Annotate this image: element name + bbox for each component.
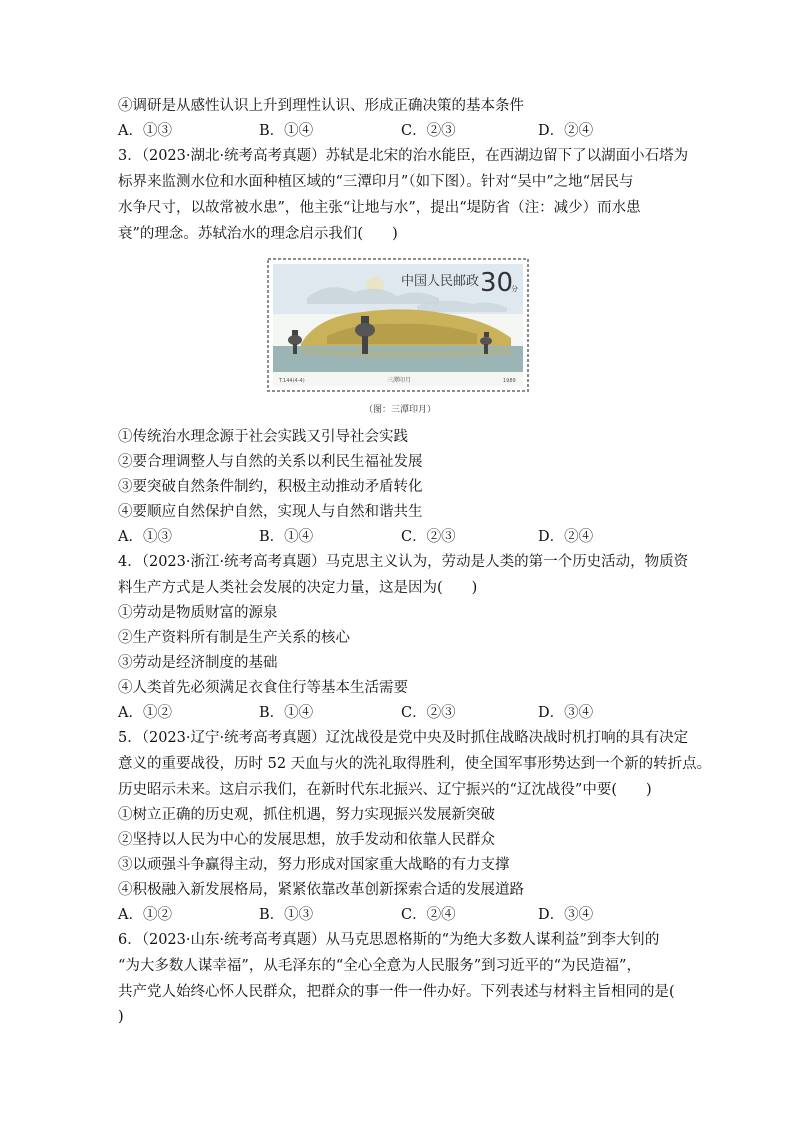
q6-stem-line-2: “为大多数人谋幸福”，从毛泽东的“全心全意为人民服务”到习近平的“为民造福”， bbox=[118, 958, 641, 974]
q3-option-a[interactable]: A．①③ bbox=[118, 529, 172, 545]
q3-stem-line-4: 衰”的理念。苏轼治水的理念启示我们( ) bbox=[118, 226, 398, 242]
stamp-value: 30 bbox=[480, 268, 514, 298]
q4-option-c[interactable]: C．②③ bbox=[401, 705, 456, 721]
q5-stem-line-2: 意义的重要战役，历时 52 天血与火的洗礼取得胜利，使全国军事形势达到一个新的转折点。 bbox=[118, 756, 712, 772]
q3-stem-line-1: 3．（2023·湖北·统考高考真题）苏轼是北宋的治水能臣，在西湖边留下了以湖面小石塔为 bbox=[118, 148, 689, 164]
q3-statement-3: ③要突破自然条件制约，积极主动推动矛盾转化 bbox=[118, 479, 423, 495]
q5-statement-4: ④积极融入新发展格局，紧紧依靠改革创新探索合适的发展道路 bbox=[118, 882, 524, 898]
q5-option-b[interactable]: B．①③ bbox=[259, 907, 314, 923]
stamp-unit: 分 bbox=[511, 285, 518, 293]
q3-statement-2: ②要合理调整人与自然的关系以利民生福祉发展 bbox=[118, 454, 423, 470]
q4-statement-1: ①劳动是物质财富的源泉 bbox=[118, 605, 278, 621]
q5-options bbox=[118, 905, 718, 925]
q4-option-b[interactable]: B．①④ bbox=[259, 705, 314, 721]
q4-option-a[interactable]: A．①② bbox=[118, 705, 172, 721]
q3-statement-1: ①传统治水理念源于社会实践又引导社会实践 bbox=[118, 429, 408, 445]
q6-stem-line-4: ) bbox=[118, 1009, 124, 1025]
q2-option-d[interactable]: D．②④ bbox=[538, 123, 594, 139]
q2-statement-4: ④调研是从感性认识上升到理性认识、形成正确决策的基本条件 bbox=[118, 98, 524, 114]
q3-statement-4: ④要顺应自然保护自然，实现人与自然和谐共生 bbox=[118, 504, 423, 520]
q2-option-b[interactable]: B．①④ bbox=[259, 123, 314, 139]
q3-stem-line-3: 水争尺寸，以故常被水患”，他主张“让地与水”，提出“堤防省（注：减少）而水患 bbox=[118, 200, 641, 216]
q6-stem-line-1: 6．（2023·山东·统考高考真题）从马克思恩格斯的“为绝大多数人谋利益”到李大钊的 bbox=[118, 932, 660, 948]
q4-statement-2: ②生产资料所有制是生产关系的核心 bbox=[118, 630, 350, 646]
q6-stem-line-3: 共产党人始终心怀人民群众，把群众的事一件一件办好。下列表述与材料主旨相同的是( bbox=[118, 984, 675, 1000]
q5-statement-2: ②坚持以人民为中心的发展思想，放手发动和依靠人民群众 bbox=[118, 832, 495, 848]
stamp-image bbox=[267, 258, 529, 392]
q3-option-b[interactable]: B．①④ bbox=[259, 529, 314, 545]
stamp-code: T.144(4-4) bbox=[279, 378, 305, 384]
stamp-year: 1989 bbox=[503, 378, 516, 384]
q3-options bbox=[118, 527, 718, 547]
q4-options bbox=[118, 703, 718, 723]
q3-option-d[interactable]: D．②④ bbox=[538, 529, 594, 545]
q4-stem-line-2: 料生产方式是人类社会发展的决定力量，这是因为( ) bbox=[118, 580, 478, 596]
q3-option-c[interactable]: C．②③ bbox=[401, 529, 456, 545]
q4-statement-4: ④人类首先必须满足衣食住行等基本生活需要 bbox=[118, 680, 408, 696]
figure-caption: （图：三潭印月） bbox=[363, 405, 436, 415]
stamp-title: 三潭印月 bbox=[387, 377, 412, 384]
stamp-country: 中国人民邮政 bbox=[401, 274, 480, 289]
q3-stem-line-2: 标界来监测水位和水面种植区域的“三潭印月”（如下图）。针对“吴中”之地“居民与 bbox=[118, 174, 634, 190]
q4-option-d[interactable]: D．③④ bbox=[538, 705, 594, 721]
q4-statement-3: ③劳动是经济制度的基础 bbox=[118, 655, 278, 671]
q4-stem-line-1: 4．（2023·浙江·统考高考真题）马克思主义认为，劳动是人类的第一个历史活动，物质资 bbox=[118, 554, 689, 570]
q5-option-d[interactable]: D．③④ bbox=[538, 907, 594, 923]
q5-stem-line-1: 5．（2023·辽宁·统考高考真题）辽沈战役是党中央及时抓住战略决战时机打响的具有决定 bbox=[118, 730, 689, 746]
q2-option-c[interactable]: C．②③ bbox=[401, 123, 456, 139]
q5-statement-3: ③以顽强斗争赢得主动，努力形成对国家重大战略的有力支撑 bbox=[118, 857, 510, 873]
q2-option-a[interactable]: A．①③ bbox=[118, 123, 172, 139]
q5-stem-line-3: 历史昭示未来。这启示我们，在新时代东北振兴、辽宁振兴的“辽沈战役”中要( ) bbox=[118, 782, 652, 798]
q5-option-c[interactable]: C．②④ bbox=[401, 907, 456, 923]
q5-option-a[interactable]: A．①② bbox=[118, 907, 172, 923]
q5-statement-1: ①树立正确的历史观，抓住机遇，努力实现振兴发展新突破 bbox=[118, 807, 495, 823]
q2-options bbox=[118, 121, 718, 141]
